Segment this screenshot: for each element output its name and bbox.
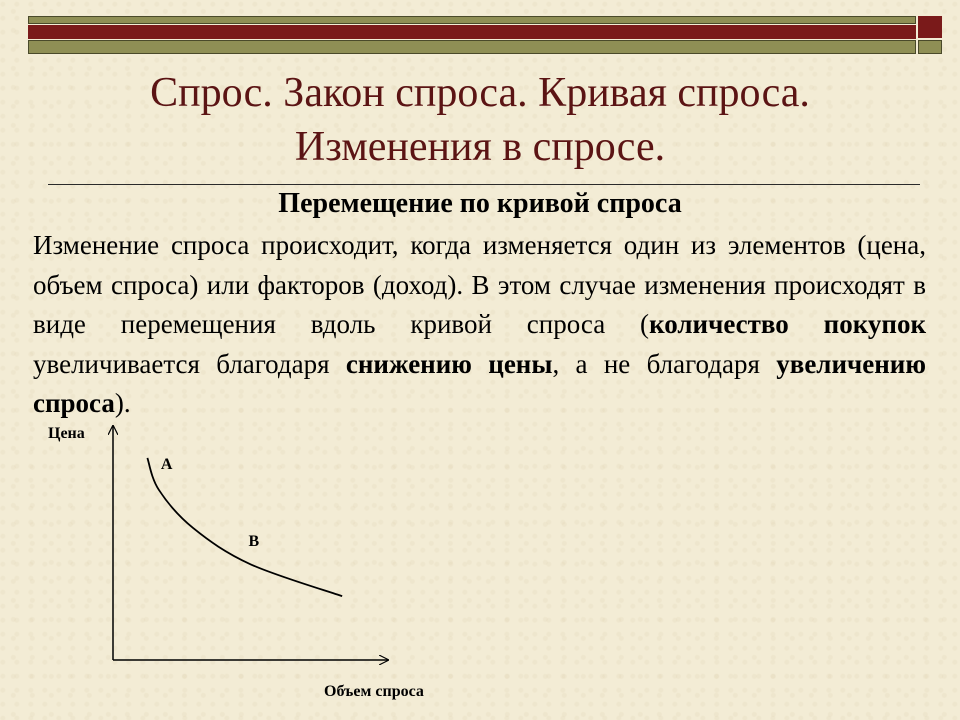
body-bold-purchases: количество покупок (649, 309, 927, 339)
body-text-4: ). (114, 388, 131, 418)
y-axis-label: Цена (48, 425, 85, 442)
x-axis-label: Объем спроса (324, 683, 424, 700)
body-text-3: , а не благодаря (552, 348, 777, 379)
body-bold-price-decrease: снижению цены (345, 348, 553, 379)
body-text-1: Изменение спроса происходит, когда изменяется один из элементов (цена, объем спроса) или факторов (доход). В этом случае изменения происходят в виде перемещения вдоль кривой спроса ( (33, 230, 926, 339)
slide-title-line2: Изменения в спросе. (294, 124, 666, 170)
body-text-2: увеличивается благодаря (33, 348, 346, 379)
demand-curve-line (147, 458, 342, 596)
point-a-label: А (160, 456, 173, 474)
body-bold-demand-increase: увеличению спроса (33, 348, 926, 418)
slide-title-line1: Спрос. Закон спроса. Кривая спроса. (150, 70, 810, 116)
section-subtitle: Перемещение по кривой спроса (278, 188, 682, 219)
point-b-label: В (248, 532, 260, 550)
